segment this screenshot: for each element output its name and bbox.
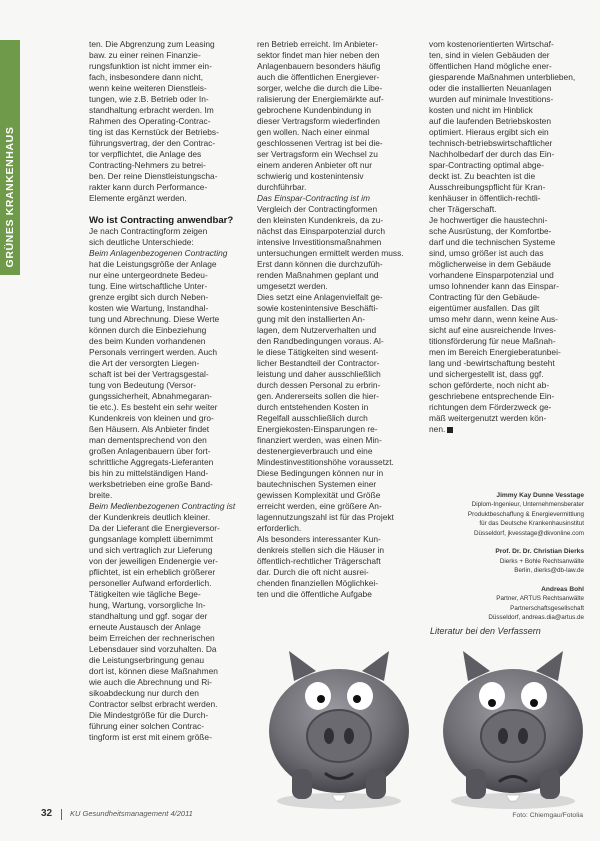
text-line: Elemente ergänzt werden. [89,193,187,203]
text-line: dort ist, können diese Maßnahmen [89,666,218,676]
text-line: Lebensdauer sind vorzuhalten. Da [89,644,217,654]
page-number: 32 [41,808,53,819]
text-line: einem anderen Anbieter oft nur [257,160,373,170]
text-line: erforderlich. [257,523,302,533]
text-line: darf und die technischen Systeme [429,237,556,247]
text-line: den kleinsten Kundenkreis, da zu- [257,215,384,225]
text-line: baw. zu einer reinen Finanzie- [89,50,201,60]
text-line: wenn keine weiteren Dienstleis- [89,83,207,93]
text-line: Regelfall ausschließlich durch [257,413,368,423]
text-line: richtungen dem Förderzweck ge- [429,402,552,412]
text-line: denkreis stellen sich die Häuser in [257,545,385,555]
text-line: Kundenkreis von kleinen und gro- [89,413,214,423]
happy-piggy-bank-image [254,641,424,811]
author-affiliation: Dierks + Bohle Rechtsanwälte [499,557,584,565]
text-line: durch entstehenden Kosten in [257,402,369,412]
text-line: führungsvertrag, der den Contrac- [89,138,216,148]
text-line: Rahmen des Operating-Contrac- [89,116,211,126]
text-line: öffentlichen Hand mögliche ener- [429,61,552,71]
text-line: gungsanlage komplett übernimmt [89,534,213,544]
text-line: umso mehr dann, wenn keine Aus- [429,314,558,324]
text-line: Je nach Contractingform zeigen [89,226,208,236]
text-line: den Randbedingungen voraus. Al- [257,336,384,346]
author-affiliation: Produktbeschaffung & Energievermittlung [467,510,584,518]
text-line: ßen Häusern. Als Anbieter findet [89,424,210,434]
author-affiliation: für das Deutsche Krankenhausinstitut [479,520,584,528]
author-affiliation: Berlin, dierks@db-law.de [514,567,584,575]
text-line: ren Betrieb erreicht. Im Anbieter- [257,39,379,49]
text-line: gung mit den installierten An- [257,314,366,324]
text-line: breite. [89,490,113,500]
text-line: renden Maßnahmen geplant und [257,270,379,280]
text-line: vorhandene Einsparpotenzial und [429,270,554,280]
text-line: die Leistungserbringung genau [89,655,205,665]
author-name: Prof. Dr. Dr. Christian Dierks [495,548,584,556]
text-line: rungsfunktion ist nicht immer ein- [89,61,212,71]
text-line: auf die laufenden Betriebskosten [429,116,551,126]
text-line: Beim Anlagenbezogenen Contracting [89,248,228,258]
text-line: Als besonders interessanter Kun- [257,534,381,544]
footer-divider [61,809,62,820]
text-line: Beim Medienbezogenen Contracting ist [89,501,236,511]
text-line: intensive Investitionsmaßnahmen [257,237,382,247]
text-line: destenergieverbrauch und eine [257,446,373,456]
text-line: ben. Der reine Dienstleistungscha- [89,171,218,181]
author-name: Jimmy Kay Dunne Vesstage [496,492,584,499]
section-sidebar-label: GRÜNES KRANKENHAUS [4,126,16,268]
author-affiliation: Partnerschaftsgesellschaft [510,604,584,612]
text-line: sich deutliche Unterschiede: [89,237,194,247]
text-line: mäß weitergenutzt werden kön- [429,413,547,423]
text-line: der Kundenkreis deutlich kleiner. [89,512,211,522]
text-line: Energiekosten-Einsparungen re- [257,424,378,434]
section-heading: Wo ist Contracting anwendbar? [89,215,234,226]
text-line: wurden auf minimale Investitions- [429,94,554,104]
author-affiliation: Düsseldorf, andreas.dia@artus.de [488,614,584,622]
text-line: giesparende Maßnahmen unterblieben, [429,72,576,82]
text-line: umso lohnender kann das Einspar- [429,281,559,291]
text-line: hat die Leistungsgröße der Anlage [89,259,217,269]
text-line: tor verpflichtet, die Anlage des [89,149,202,159]
text-line: beim Erreichen der rechnerischen [89,633,215,643]
text-line: ten. Die Abgrenzung zum Leasing [89,39,215,49]
text-line: sowie kostenintensive Beschäfti- [257,303,379,313]
text-line: kosten und nicht im Hinblick [429,105,533,115]
text-line: sicht auf eine ausreichende Inves- [429,325,557,335]
text-line: man dementsprechend von den [89,435,207,445]
literature-note: Literatur bei den Verfassern [430,626,541,636]
text-line [89,204,244,215]
text-line: geschriebene entsprechende Ein- [429,391,555,401]
text-line: schon geförderte, noch nicht ab- [429,380,550,390]
section-sidebar-band [0,40,20,275]
text-line: die Art der versorgten Liegen- [89,358,200,368]
text-line: Tätigkeiten wie tägliche Bege- [89,589,201,599]
text-line: hung, Wartung, vorsorgliche In- [89,600,206,610]
text-line: geschlossenen Vertrag ist bei die- [257,138,383,148]
text-line: sikoabdeckung nur durch den [89,688,199,698]
text-line: sektor findet man hier neben den [257,50,380,60]
text-line: Ausschreibungspflicht für Kran- [429,182,546,192]
text-line: titionsförderung für neue Maßnah- [429,336,556,346]
text-line: auch die öffentlichen Energiever- [257,72,380,82]
text-line: dar. Durch die oft nicht ausrei- [257,567,369,577]
text-line: erneute Austausch der Anlage [89,622,201,632]
text-line: Vergleich der Contractingformen [257,204,378,214]
text-line: standhaltung und ggf. sogar der [89,611,208,621]
text-line: spar-Contracting optimal abge- [429,160,544,170]
text-line: nen. [429,424,584,435]
text-line: schwierig und kostenintensiv [257,171,364,181]
text-line: Erst dann können die durchzufüh- [257,259,383,269]
author-name: Andreas Bohl [541,586,584,593]
text-line: durchführbar. [257,182,307,192]
author-affiliation: Diplom-Ingenieur, Unternehmensberater [471,501,584,509]
text-line: gewissen Komplexität und Größe [257,490,381,500]
text-line: sind, umso größer ist auch das [429,248,544,258]
text-line: tung und Abrechnung. Diese Werte [89,314,220,324]
text-line: von der jeweiligen Endenergie ver- [89,556,218,566]
text-line: chenden finanziellen Möglichkei- [257,578,379,588]
text-line: pflichtet, ist ein erheblich größerer [89,567,216,577]
text-line: nur eine untergeordnete Bedeu- [89,270,208,280]
text-line: ten und die öffentliche Aufgabe [257,589,372,599]
text-line: licher Bestandteil der Contractor- [257,358,380,368]
text-line: dieser Vertragsform wiederfinden [257,116,380,126]
text-line: tung von Bedeutung (Versor- [89,380,197,390]
text-line: sche Ausrüstung, der Komfortbe- [429,226,552,236]
text-line: und sich vertraglich zur Lieferung [89,545,213,555]
text-line: schaft ist bei der Vertragsgestal- [89,369,209,379]
text-line: Contractor selbst erbracht werden. [89,699,218,709]
text-line: Dies setzt eine Anlagenvielfalt ge- [257,292,383,302]
text-line: grenze ergibt sich durch Neben- [89,292,209,302]
text-line: tungen, wie z.B. Betrieb oder In- [89,94,209,104]
text-line: Je hochwertiger die haustechni- [429,215,548,225]
text-line: lagennutzungszahl ist für das Projekt [257,512,394,522]
text-line: technisch-betriebswirtschaftlicher [429,138,553,148]
text-line: sorger, welche die durch die Libe- [257,83,383,93]
text-line: untersuchungen ermittelt werden muss. [257,248,404,258]
text-line: umgesetzt werden. [257,281,328,291]
text-line: kenhäuser in öffentlich-rechtli- [429,193,541,203]
text-line: oder die installierten Neuanlagen [429,83,552,93]
text-line: personeller Aufwand erforderlich. [89,578,212,588]
text-line: erreicht werden, eine größere An- [257,501,382,511]
text-line: tung. Eine wirtschaftliche Unter- [89,281,208,291]
text-line: standhaltung erbracht werden. Im [89,105,214,115]
text-line: gungssicherheit, Abnahmegaran- [89,391,212,401]
author-affiliation: Düsseldorf, jkvesstage@dkvonline.com [474,529,584,537]
text-line: wie auch die Abrechnung und Ri- [89,677,212,687]
text-line: ralisierung der Energiemärkte auf- [257,94,384,104]
text-line: Contracting-Nehmers zu betrei- [89,160,206,170]
text-line: men im Bereich Energieberatunbei- [429,347,561,357]
text-line: lang und -bewirtschaftung besteht [429,358,555,368]
text-line: und sichergestellt ist, dass ggf. [429,369,544,379]
text-line: finanziert werden, was einen Min- [257,435,382,445]
text-line: großen Anlagenbauern über fort- [89,446,211,456]
text-line: tie etc.). Es besteht ein sehr weiter [89,402,218,412]
text-line: Mindestinvestitionshöhe voraussetzt. [257,457,394,467]
text-line: deckt ist. Zu beachten ist die [429,171,536,181]
text-line: gen. Andererseits sollen die hier- [257,391,379,401]
image-credit: Foto: Chiemgau/Fotolia [512,812,583,819]
text-line: rakter kann durch Performance- [89,182,208,192]
text-line: Anlagenbauern besonders häufig [257,61,381,71]
sad-piggy-bank-image [428,641,598,811]
text-line: Das Einspar-Contracting ist im [257,193,370,203]
text-line: leistung und daher ausschließlich [257,369,381,379]
text-line: lagen, dem Nutzerverhalten und [257,325,377,335]
text-line: ser Vertragsform ein Wechsel zu [257,149,378,159]
text-line: führung einer solchen Contrac- [89,721,204,731]
text-line: Personals verringert werden. Auch [89,347,218,357]
text-line: durch dessen Personal zu erbrin- [257,380,381,390]
text-line: eigentümer ausfallen. Das gilt [429,303,540,313]
text-line: cher Trägerschaft. [429,204,497,214]
text-line: Nachholbedarf der durch das Ein- [429,149,555,159]
text-line: fach, insbesondere dann nicht, [89,72,204,82]
text-line: Contracting für den Gebäude- [429,292,540,302]
text-line: Diese Bedingungen können nur in [257,468,384,478]
text-line: Die Mindestgröße für die Durch- [89,710,209,720]
text-line: optimiert. Hieraus ergibt sich ein [429,127,549,137]
text-line: tingform ist erst mit einem größe- [89,732,212,742]
text-line: schrittliche Aggregats-Lieferanten [89,457,214,467]
text-line: ten, sind in vielen Gebäuden der [429,50,550,60]
text-line: gebrochene Kundenbindung in [257,105,372,115]
text-line: Da der Lieferant die Energieversor- [89,523,220,533]
text-line: ting ist das Kernstück der Betriebs- [89,127,219,137]
text-line: nächst das Einsparpotenzial durch [257,226,386,236]
text-line: werksbetrieben eine große Band- [89,479,213,489]
text-line: gen wollen. Nach einer einmal [257,127,370,137]
text-line: bis hin zu mittelständigen Hand- [89,468,209,478]
text-line: le diese Tätigkeiten sind wesent- [257,347,379,357]
text-line: möglicherweise in dem Gebäude [429,259,551,269]
end-of-article-mark [447,427,453,433]
text-line: bautechnischen Systemen einer [257,479,377,489]
text-line: öffentlich-rechtlicher Trägerschaft [257,556,381,566]
text-line: kosten wie Wartung, Instandhal- [89,303,209,313]
text-line: vom kostenorientierten Wirtschaf- [429,39,554,49]
publication-name: KU Gesundheitsmanagement 4/2011 [70,809,193,818]
text-line: können durch die Einbeziehung [89,325,207,335]
author-affiliation: Partner, ARTUS Rechtsanwälte [496,595,584,603]
text-line: des beim Kunden vorhandenen [89,336,206,346]
